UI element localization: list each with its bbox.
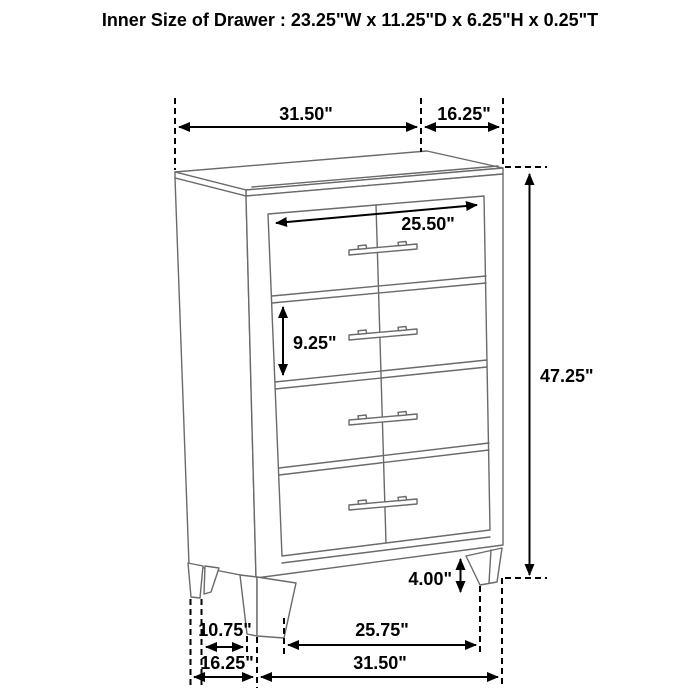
dim-label-overall-height: 47.25" (540, 366, 594, 386)
dim-label-leg-height: 4.00" (408, 569, 452, 589)
dim-label-floor-width: 31.50" (353, 653, 407, 673)
chest-front-panel (246, 174, 503, 578)
dim-label-drawer-width: 25.50" (401, 214, 455, 234)
dim-label-floor-leg-span: 25.75" (355, 620, 409, 640)
front-right-leg (466, 548, 502, 585)
dim-label-drawer-height: 9.25" (293, 333, 337, 353)
dim-label-floor-depth: 16.25" (200, 653, 254, 673)
dim-label-top-width: 31.50" (279, 104, 333, 124)
chest-left-side-panel (175, 178, 256, 578)
dim-label-floor-leg-gap: 10.75" (198, 620, 252, 640)
dim-label-top-depth: 16.25" (437, 104, 491, 124)
diagram-title: Inner Size of Drawer : 23.25"W x 11.25"D x 6.25"H x 0.25"T (101, 10, 599, 30)
